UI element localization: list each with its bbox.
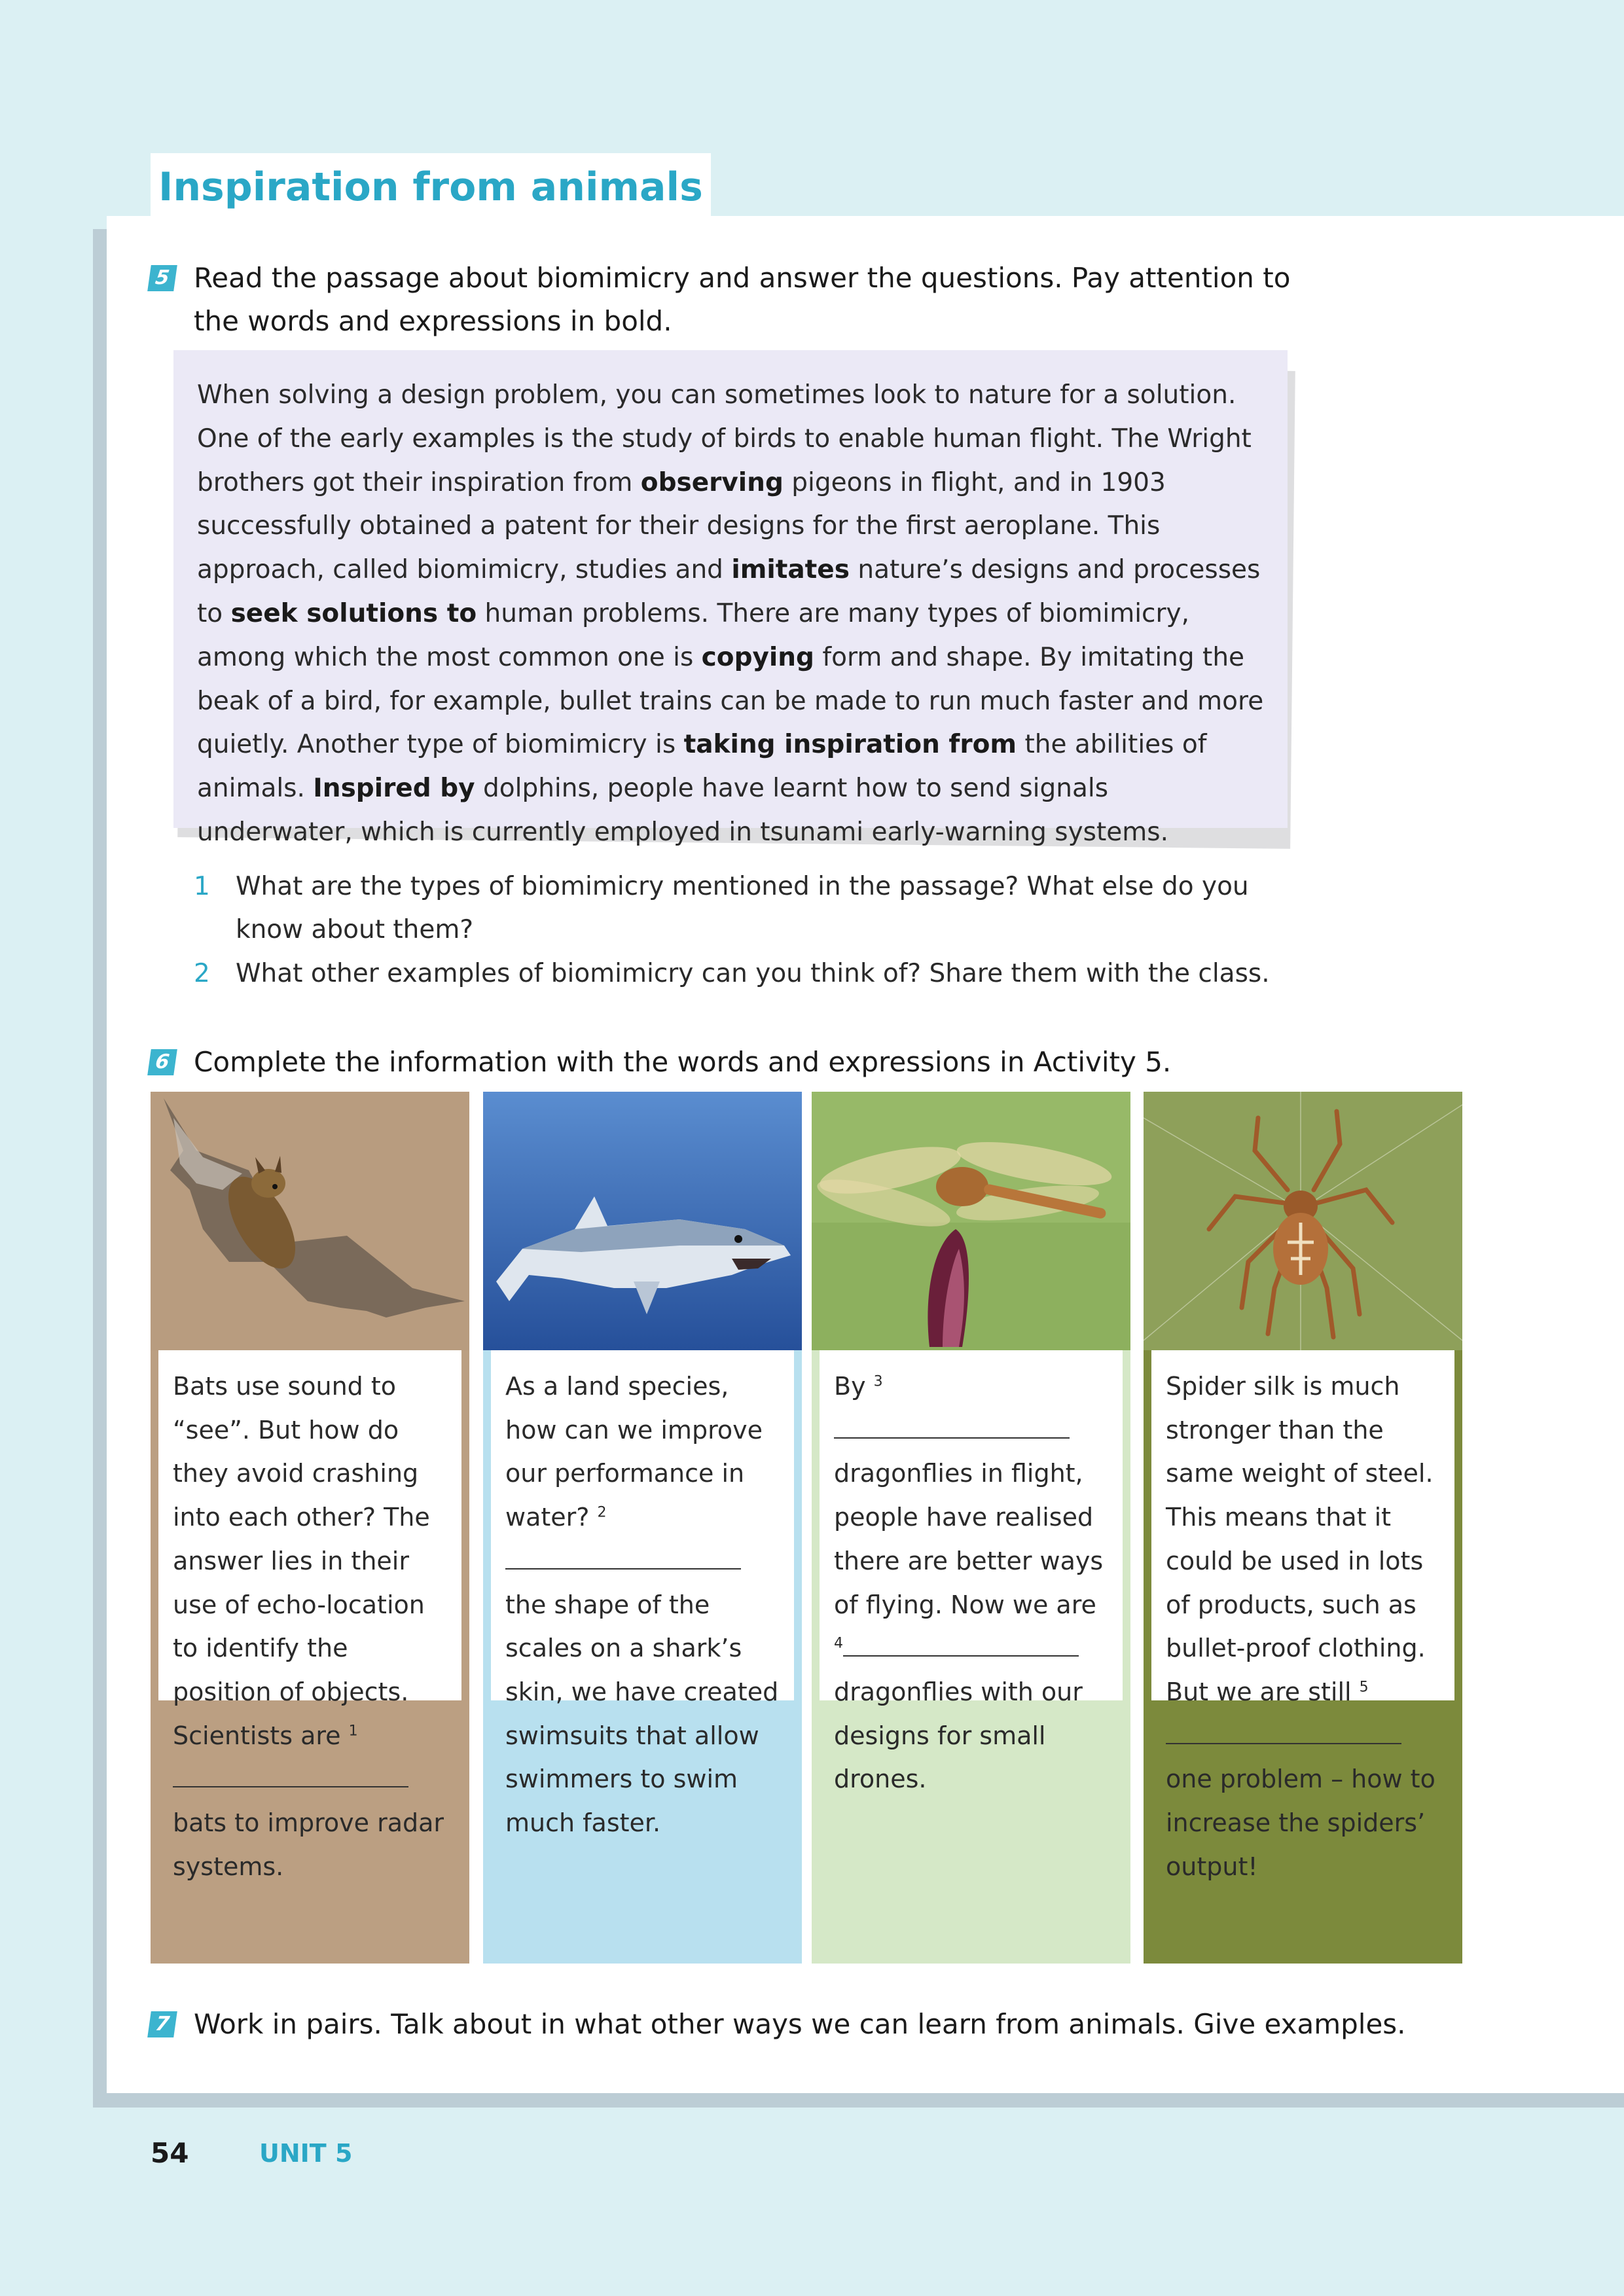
activity-7-icon: 7 <box>147 2011 177 2037</box>
blank-line[interactable] <box>1166 1718 1401 1744</box>
shark-text-box <box>491 1350 794 1838</box>
spider-photo <box>1144 1092 1462 1350</box>
blank-number: 5 <box>1359 1679 1369 1696</box>
bold-expression: imitates <box>731 555 850 585</box>
bat-text-box <box>158 1350 461 1881</box>
shark-text <box>505 1365 780 1845</box>
blank-4[interactable] <box>834 1634 1079 1662</box>
bold-expression: observing <box>640 467 784 497</box>
bold-expression: copying <box>701 642 814 672</box>
bold-expression: Inspired by <box>313 774 475 804</box>
blank-number: 4 <box>834 1635 843 1652</box>
passage-text <box>197 374 1264 855</box>
spider-text <box>1166 1365 1440 1888</box>
bold-expression: taking inspiration from <box>683 730 1017 760</box>
card-text-segment: As a land species, how can we improve our performance in water? <box>505 1372 763 1532</box>
activity-6-icon: 6 <box>147 1049 177 1075</box>
page-title: Inspiration from animals <box>158 164 703 210</box>
shark-illustration <box>483 1092 802 1350</box>
question-1 <box>194 865 1320 952</box>
bat-illustration <box>151 1092 469 1350</box>
shark-photo <box>483 1092 802 1350</box>
passage-segment: nature’s designs and processes to <box>197 555 1261 628</box>
activity-7-instruction: Work in pairs. Talk about in what other ways we can learn from animals. Give examples. <box>194 2008 1406 2040</box>
passage-segment: form and shape. By imitating the beak of a bird, for example, bullet trains can be made to run much faster and more quietly. Another type of biomimicry is <box>197 642 1264 760</box>
activity-5-instruction-line1: Read the passage about biomimicry and answer the questions. Pay attention to <box>194 262 1291 294</box>
dragonfly-text <box>834 1365 1108 1801</box>
dragonfly-illustration <box>812 1092 1130 1350</box>
card-dragonfly <box>812 1092 1130 1964</box>
card-text-segment: one problem – how to increase the spiders’ output! <box>1166 1765 1435 1881</box>
passage-segment: pigeons in flight, and in 1903 successfully obtained a patent for their designs for the first aeroplane. This approach, called biomimicry, studies and <box>197 467 1166 585</box>
card-text-segment: By <box>834 1372 874 1401</box>
bat-photo <box>151 1092 469 1350</box>
dragonfly-photo <box>812 1092 1130 1350</box>
card-text-segment: dragonflies in flight, people have realised there are better ways of flying. Now we are <box>834 1459 1104 1619</box>
passage-segment: human problems. There are many types of biomimicry, among which the most common one is <box>197 598 1189 672</box>
unit-label: UNIT 5 <box>259 2139 353 2168</box>
question-text: What are the types of biomimicry mentioned in the passage? What else do you know about them? <box>236 872 1249 944</box>
passage-segment: the abilities of animals. <box>197 730 1207 804</box>
question-2 <box>194 952 1320 996</box>
activity-6-instruction: Complete the information with the words and expressions in Activity 5. <box>194 1046 1172 1078</box>
card-text-segment: Bats use sound to “see”. But how do they avoid crashing into each other? The answer lies in their use of echo-location to identify the position of objects. Scientists are <box>173 1372 430 1750</box>
card-spider <box>1144 1092 1462 1964</box>
blank-line[interactable] <box>505 1543 741 1570</box>
question-text: What other examples of biomimicry can you think of? Share them with the class. <box>236 959 1270 988</box>
card-bat <box>151 1092 469 1964</box>
bold-expression: seek solutions to <box>230 598 477 628</box>
card-text-segment: dragonflies with our designs for small drones. <box>834 1677 1083 1794</box>
activity-5-instruction-line2: the words and expressions in bold. <box>194 305 672 337</box>
passage-segment: When solving a design problem, you can sometimes look to nature for a solution. One of the early examples is the study of birds to enable human flight. The Wright brothers got their inspiration from <box>197 380 1252 497</box>
card-text-segment: Spider silk is much stronger than the same weight of steel. This means that it could be used in lots of products, such as bullet-proof clothing. But we are still <box>1166 1372 1434 1706</box>
question-number: 2 <box>194 959 210 988</box>
title-box <box>151 153 711 217</box>
bat-text <box>173 1365 447 1888</box>
blank-line[interactable] <box>173 1761 408 1787</box>
dragonfly-text-box <box>820 1350 1123 1794</box>
spider-illustration <box>1144 1092 1462 1350</box>
passage-segment: dolphins, people have learnt how to send signals underwater, which is currently employed in tsunami early-warning systems. <box>197 774 1168 847</box>
blank-line[interactable] <box>843 1630 1079 1657</box>
spider-text-box <box>1151 1350 1454 1881</box>
card-shark <box>483 1092 802 1964</box>
question-number: 1 <box>194 872 210 901</box>
blank-number: 2 <box>597 1504 607 1521</box>
card-text-segment: bats to improve radar systems. <box>173 1808 444 1881</box>
activity-5-icon: 5 <box>147 265 177 291</box>
blank-number: 1 <box>348 1722 358 1739</box>
page-number: 54 <box>151 2137 189 2169</box>
blank-number: 3 <box>873 1373 883 1390</box>
card-text-segment: the shape of the scales on a shark’s skin, we have created swimsuits that allow swimmers to swim much faster. <box>505 1590 779 1838</box>
reading-passage <box>173 350 1288 847</box>
blank-line[interactable] <box>834 1412 1070 1439</box>
